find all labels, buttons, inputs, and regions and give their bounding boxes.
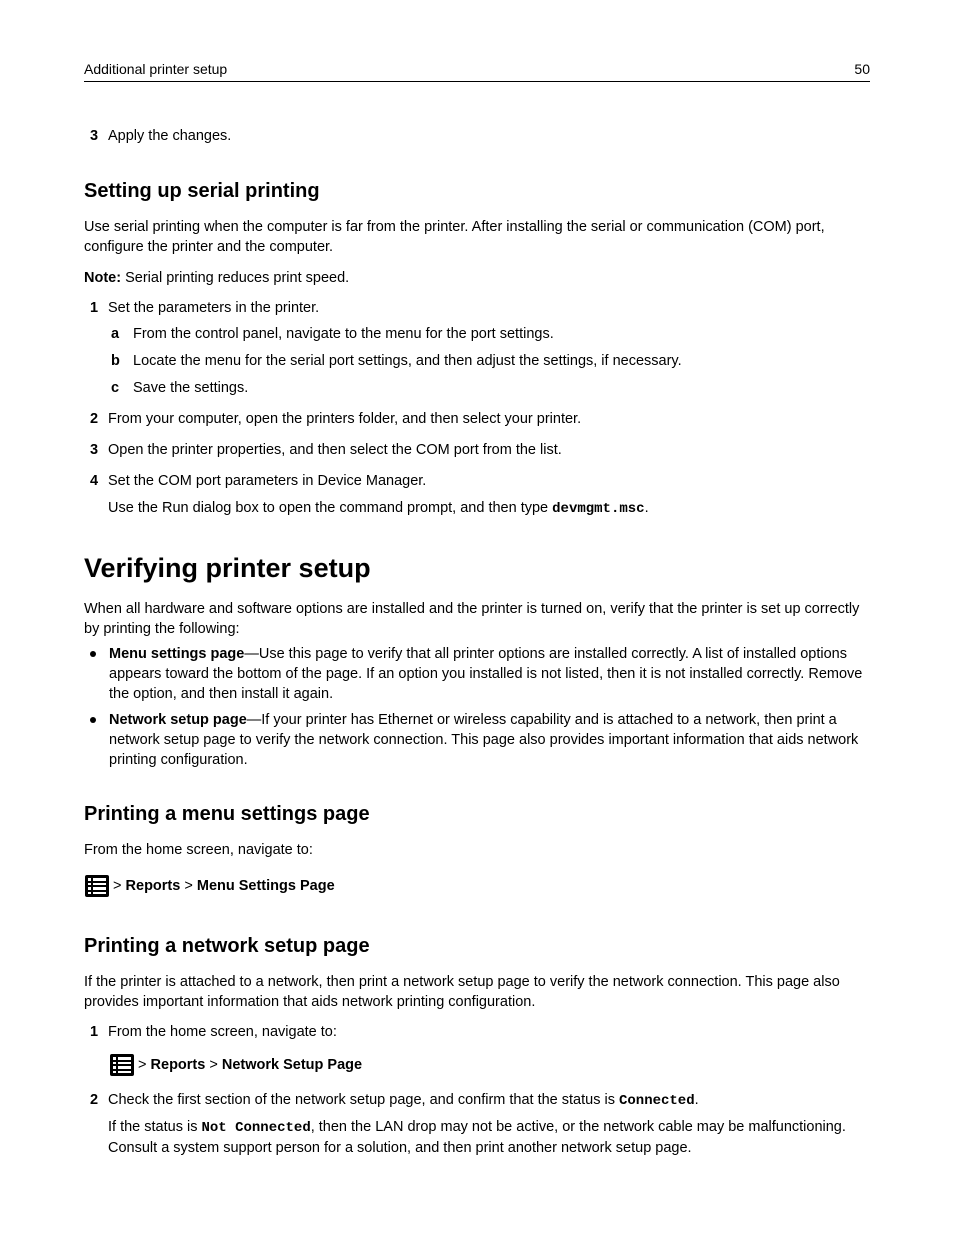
bullet-text: —If your printer has Ethernet or wireless capability and is attached to a network, then print a network setup page to verify the network connection. This page also provides important information that aids network printing configuration. [109,712,859,768]
heading-verifying-setup: Verifying printer setup [84,553,371,583]
page-number: 50 [854,61,870,77]
step-text [108,1090,699,1111]
status-code: Not Connected [201,1120,311,1136]
substep-text: Locate the menu for the serial port settings, and then adjust the settings, if necessary. [133,353,682,369]
header-title: Additional printer setup [84,61,228,77]
step-4-note [108,498,870,519]
substep-letter: b [111,353,120,369]
nav-item-menu-settings-page: Menu Settings Page [196,877,335,894]
bullet-network-setup [84,710,870,770]
bullet-term: Menu settings page [109,646,245,662]
heading-network-setup-page: Printing a network setup page [84,935,370,957]
network-status-note [108,1117,870,1158]
serial-intro: Use serial printing when the computer is far from the printer. After installing the serial or communication (COM) port, configure the printer and the computer. [84,219,825,255]
step-text: Set the COM port parameters in Device Manager. [108,473,427,489]
command-code: devmgmt.msc [552,501,645,517]
nav-separator: > [109,877,126,894]
note-post: . [644,500,649,516]
menu-list-icon [110,1054,134,1076]
substep-text: From the control panel, navigate to the menu for the port settings. [133,326,554,342]
note-label: Note: [84,270,122,286]
menu-settings-intro: From the home screen, navigate to: [84,842,313,858]
step-number: 3 [90,128,99,144]
bullet-body [109,644,870,704]
verify-intro: When all hardware and software options are installed and the printer is turned on, verify that the printer is set up correctly by printing the following: [84,601,860,637]
note-pre: If the status is [108,1119,202,1135]
page-header [84,60,870,82]
nav-item-network-setup-page: Network Setup Page [221,1056,363,1073]
step-text: Apply the changes. [108,128,232,144]
menu-settings-nav-path [85,875,335,897]
step-number: 1 [90,300,99,316]
menu-list-icon [85,875,109,897]
substep-text: Save the settings. [133,380,249,396]
step-number: 2 [90,1092,99,1108]
bullet-dot [90,651,96,657]
step-number: 3 [90,442,99,458]
nav-separator: > [134,1056,151,1073]
bullet-dot [90,717,96,723]
step-text-post: . [694,1092,699,1108]
note-post: , then the LAN drop may not be active, or the network cable may be malfunctioning. Consult a system support person for a solution, and then print another network setup page. [108,1119,846,1156]
serial-note [84,268,870,288]
note-pre: Use the Run dialog box to open the command prompt, and then type [108,500,553,516]
substep-letter: a [111,326,120,342]
nav-item-reports: Reports [150,1056,206,1073]
step-number: 2 [90,411,99,427]
bullet-text: —Use this page to verify that all printer options are installed correctly. A list of installed options appears toward the bottom of the page. If an option you installed is not listed, then it is not installed correctly. Remove the option, and then install it again. [109,646,863,702]
bullet-body [109,710,870,770]
step-text: Open the printer properties, and then select the COM port from the list. [108,442,562,458]
bullet-term: Network setup page [109,712,247,728]
bullet-menu-settings [84,644,870,704]
step-number: 4 [90,473,99,489]
step-text: From the home screen, navigate to: [108,1024,337,1040]
network-nav-path [110,1054,362,1076]
heading-menu-settings-page: Printing a menu settings page [84,803,370,825]
network-intro: If the printer is attached to a network, then print a network setup page to verify the network connection. This page also provides important information that aids network printing configuration. [84,974,840,1010]
step-number: 1 [90,1024,99,1040]
substep-letter: c [111,380,120,396]
note-text: Serial printing reduces print speed. [121,270,350,286]
nav-separator: > [205,1056,222,1073]
step-text: Set the parameters in the printer. [108,300,320,316]
status-code: Connected [619,1093,695,1109]
nav-separator: > [180,877,197,894]
step-text: From your computer, open the printers folder, and then select your printer. [108,411,582,427]
heading-serial-printing: Setting up serial printing [84,180,320,202]
step-text-pre: Check the first section of the network setup page, and confirm that the status is [108,1092,619,1108]
nav-item-reports: Reports [125,877,181,894]
